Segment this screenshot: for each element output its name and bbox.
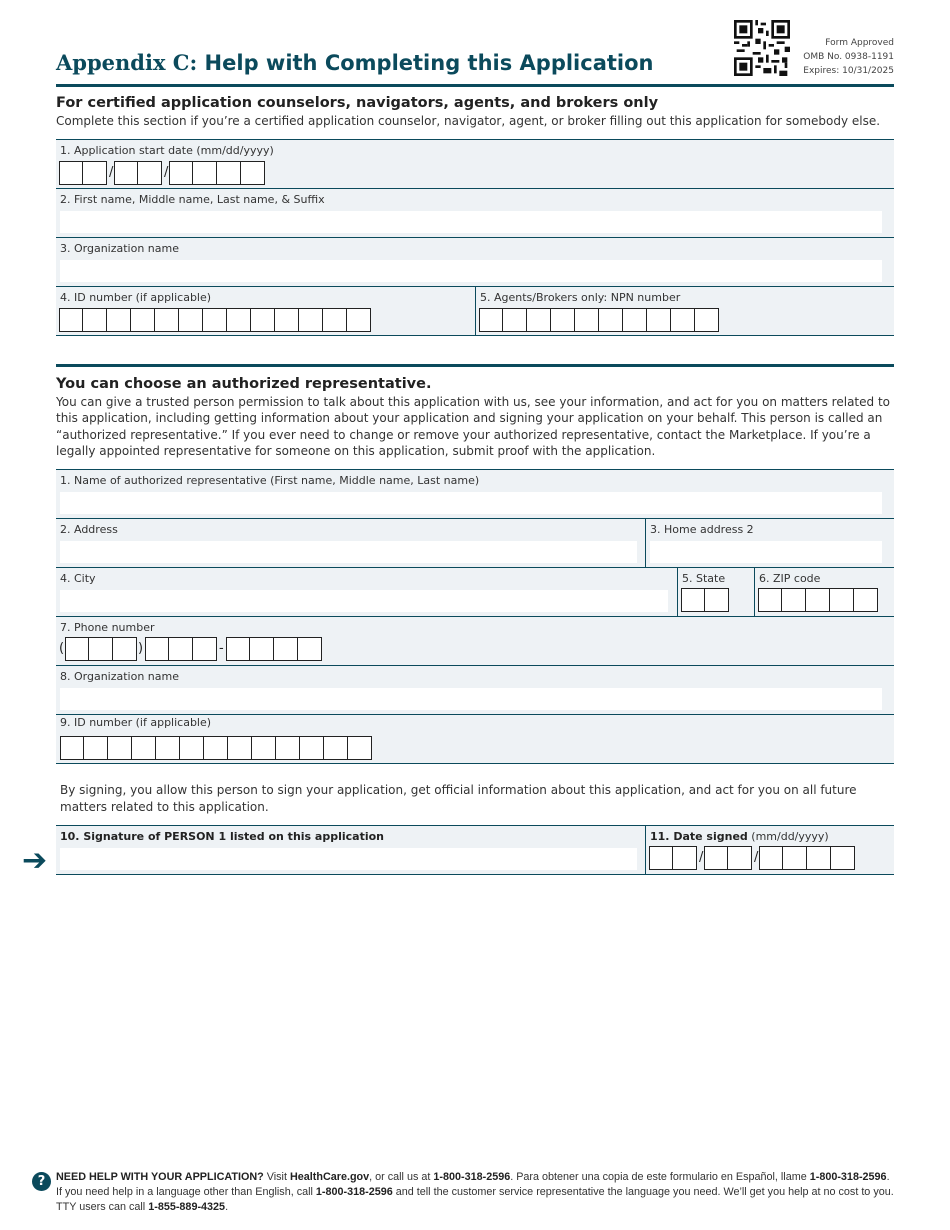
section1-intro: Complete this section if you’re a certified application counselor, navigator, agent, or broker filling out this application for somebody else. [56, 114, 881, 128]
address2-cell [645, 519, 894, 567]
date-signed-year[interactable] [759, 846, 855, 870]
date-separator: / [754, 850, 759, 865]
date-separator: / [109, 165, 114, 180]
arrow-right-icon: ➔ [22, 843, 48, 878]
address-field[interactable] [60, 541, 637, 563]
zip-input[interactable] [758, 588, 878, 612]
state-input[interactable] [681, 588, 729, 612]
page-title [56, 50, 654, 75]
date-signed-label-bold: 11. Date signed [650, 830, 748, 843]
signature-field[interactable] [60, 848, 637, 870]
footer-text: and tell the customer service representative the language you need. We’ll get you help at no cost to you. TTY users can call [56, 1186, 894, 1213]
counselor-name-row [56, 188, 894, 237]
footer-text: . Para obtener una copia de este formulario en Español, llame [510, 1171, 810, 1183]
section2-title: You can choose an authorized representative. [56, 376, 432, 392]
npn-input[interactable] [479, 308, 719, 332]
signature-cell [56, 826, 646, 874]
counselor-id-input[interactable] [59, 308, 371, 332]
counselor-org-label: 3. Organization name [60, 242, 180, 255]
address2-field[interactable] [650, 541, 882, 563]
rep-id-label: 9. ID number (if applicable) [60, 716, 212, 729]
signing-note: By signing, you allow this person to sign your application, get official information about this application, and act for you on all future matters related to this application. [60, 783, 857, 814]
start-date-row [56, 139, 894, 188]
start-date-day[interactable] [114, 161, 162, 185]
city-row [56, 567, 894, 616]
date-signed-cell [645, 826, 894, 874]
header-rule [56, 84, 894, 87]
footer-phone: 1-800-318-2596 [433, 1171, 511, 1183]
footer-need-help: NEED HELP WITH YOUR APPLICATION? [56, 1171, 264, 1183]
expiration: Expires: 10/31/2025 [803, 66, 894, 76]
section1-title: For certified application counselors, navigators, agents, and brokers only [56, 95, 659, 111]
footer-text: . If you need help in a language other than English, call [56, 1171, 890, 1198]
rep-name-field[interactable] [60, 492, 882, 514]
counselor-id-row [56, 286, 894, 336]
phone-label: 7. Phone number [60, 621, 155, 634]
city-field[interactable] [60, 590, 668, 612]
rep-id-row [56, 714, 894, 764]
phone-paren-open: ( [59, 641, 65, 656]
section-divider [56, 364, 894, 367]
phone-line[interactable] [226, 637, 322, 661]
footer-phone: 1-800-318-2596 [809, 1171, 887, 1183]
title-main: Help with Completing this Application [197, 51, 654, 75]
footer-help [56, 1170, 896, 1215]
qr-code-icon [734, 20, 790, 76]
state-label: 5. State [682, 572, 726, 585]
counselor-id-label: 4. ID number (if applicable) [60, 291, 212, 304]
date-separator: / [699, 850, 704, 865]
rep-name-row [56, 469, 894, 518]
address-label: 2. Address [60, 523, 118, 536]
footer-tty: 1-855-889-4325 [148, 1201, 226, 1213]
rep-org-field[interactable] [60, 688, 882, 710]
footer-phone: 1-800-318-2596 [315, 1186, 393, 1198]
address2-label: 3. Home address 2 [650, 523, 754, 536]
phone-row [56, 616, 894, 665]
date-signed-label [650, 830, 829, 843]
start-date-month[interactable] [59, 161, 107, 185]
start-date-label: 1. Application start date (mm/dd/yyyy) [60, 144, 274, 157]
help-icon: ? [32, 1172, 51, 1191]
counselor-id-cell [56, 287, 476, 335]
counselor-name-field[interactable] [60, 211, 882, 233]
start-date-year[interactable] [169, 161, 265, 185]
form-approved: Form Approved [825, 38, 894, 48]
rep-org-row [56, 665, 894, 714]
state-cell [677, 568, 755, 616]
rep-name-label: 1. Name of authorized representative (First name, Middle name, Last name) [60, 474, 480, 487]
phone-paren-close: ) [138, 641, 144, 656]
signature-row [56, 825, 894, 875]
city-label: 4. City [60, 572, 96, 585]
counselor-name-label: 2. First name, Middle name, Last name, & Suffix [60, 193, 325, 206]
counselor-org-row [56, 237, 894, 286]
phone-dash: - [219, 641, 224, 656]
npn-cell [475, 287, 894, 335]
npn-label: 5. Agents/Brokers only: NPN number [480, 291, 681, 304]
address-row [56, 518, 894, 567]
date-separator: / [164, 165, 169, 180]
address-cell [56, 519, 646, 567]
footer-text: Visit [263, 1171, 290, 1183]
rep-id-input[interactable] [60, 736, 372, 760]
date-signed-label-format: (mm/dd/yyyy) [747, 830, 829, 843]
rep-org-label: 8. Organization name [60, 670, 180, 683]
footer-text: . [225, 1201, 229, 1213]
phone-prefix[interactable] [145, 637, 217, 661]
city-cell [56, 568, 678, 616]
date-signed-month[interactable] [649, 846, 697, 870]
phone-area-code[interactable] [65, 637, 137, 661]
omb-number: OMB No. 0938-1191 [803, 52, 894, 62]
signature-label: 10. Signature of PERSON 1 listed on this application [60, 830, 384, 843]
section2-intro: You can give a trusted person permission to talk about this application with us, see your information, and act for you on matters related to this application, including getting information about your application and signing your application on your behalf. This person is called an “authorized representative.” If you ever need to change or remove your authorized representative, contact the Marketplace. If you’re a legally appointed representative for someone on this application, submit proof with the application. [56, 395, 890, 458]
zip-label: 6. ZIP code [759, 572, 821, 585]
zip-cell [754, 568, 894, 616]
title-prefix: Appendix C: [56, 50, 198, 75]
omb-info [784, 36, 894, 78]
counselor-org-field[interactable] [60, 260, 882, 282]
footer-text: , or call us at [369, 1171, 434, 1183]
date-signed-day[interactable] [704, 846, 752, 870]
footer-site-link[interactable]: HealthCare.gov [289, 1171, 370, 1183]
